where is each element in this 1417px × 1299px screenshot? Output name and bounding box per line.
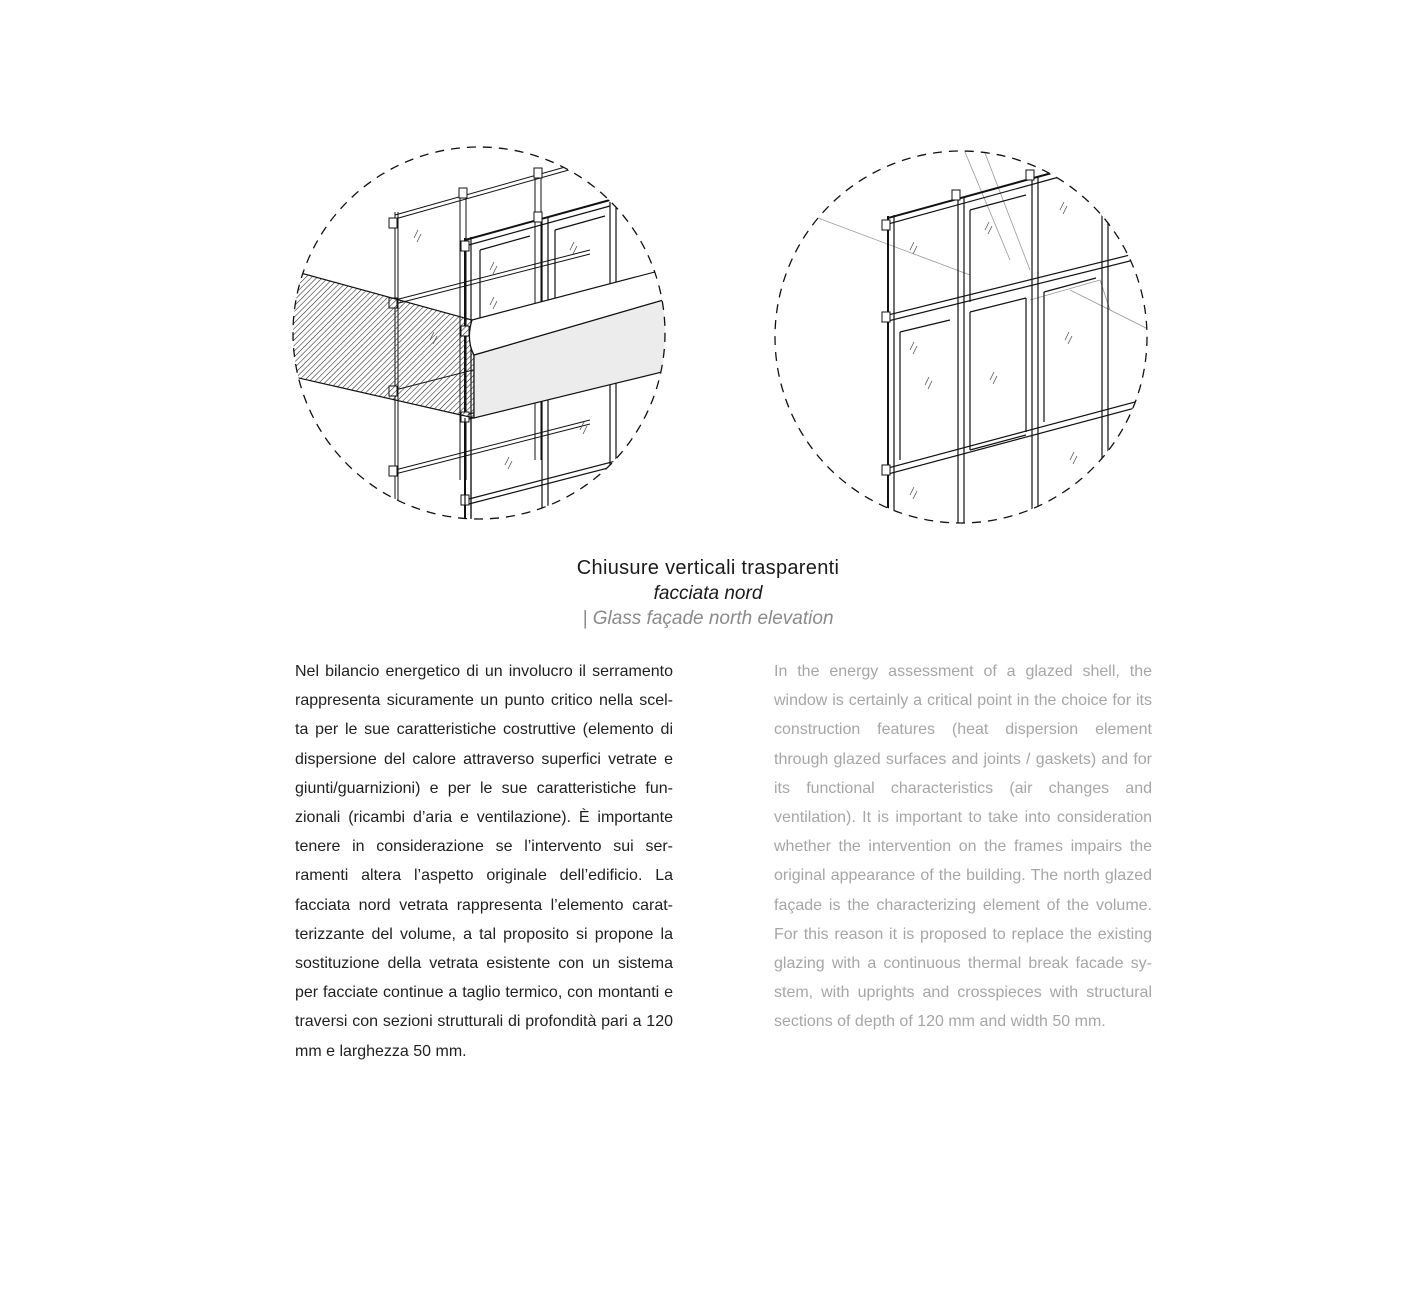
body-text-english: In the energy assessment of a glazed shell, the window is certainly a critical point in the choice for its construction features (heat dispersion element through glazed surfaces and joints / gaskets) and for its functional characteristics (air changes and ventilation). It is important to take into consideration whether the intervention on the frames impairs the original appearance of the building. The north glazed façade is the characterizing element of the volume. For this reason it is proposed to replace the existing glazing with a continuous thermal break facade sy-stem, with uprights and crosspieces with structural sections of depth of 120 mm and width 50 mm. xyxy=(774,663,1152,1031)
body-text-italian: Nel bilancio energetico di un involucro il serramento rappresenta sicuramente un punto critico nella scel-ta per le sue caratteristiche costruttive (elemento di dispersione del calore attraverso superfici vetrate e giunti/guarnizioni) e per le sue caratteristiche fun-zionali (ricambi d’aria e ventilazione). È importante tenere in considerazione se l’intervento sui ser-ramenti altera l’aspetto originale dell’edificio. La facciata nord vetrata rappresenta l’elemento carat-terizzante del volume, a tal proposito si propone la sostituzione della vetrata esistente con un sistema per facciate continue a taglio termico, con montanti e traversi con sezioni strutturali di profondità pari a 120 mm e larghezza 50 mm. xyxy=(295,663,673,1060)
figure-caption xyxy=(458,556,958,631)
facade-glazing-detail-drawing xyxy=(770,140,1150,530)
caption-title-english: | Glass façade north elevation xyxy=(582,608,834,629)
caption-title-italian: Chiusure verticali trasparenti xyxy=(576,557,840,579)
facade-canopy-detail-drawing xyxy=(290,140,670,530)
caption-subtitle-italian: facciata nord xyxy=(653,583,763,604)
